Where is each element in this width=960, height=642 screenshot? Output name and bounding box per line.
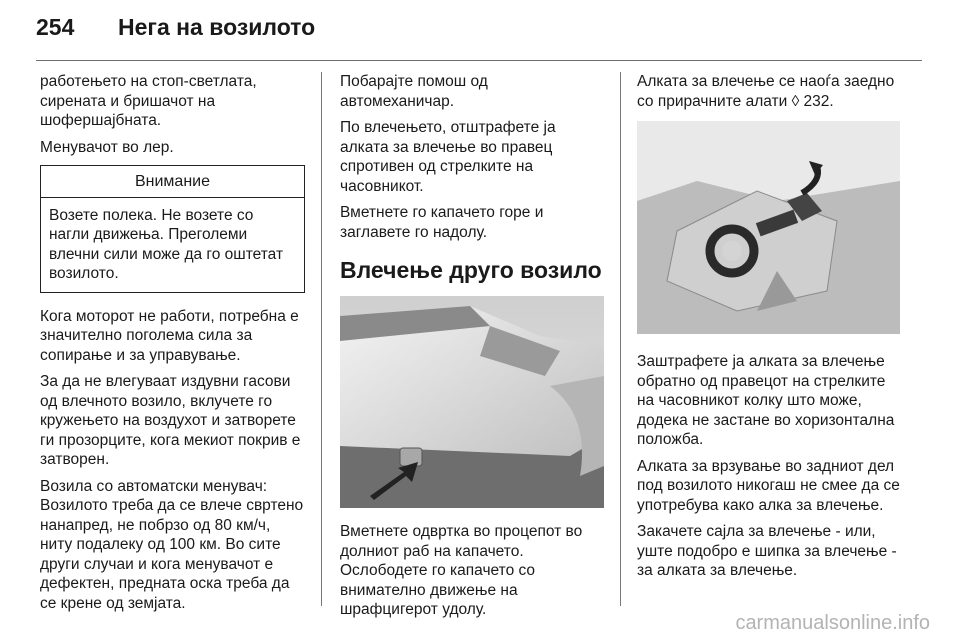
warning-body: Возете полека. Не возете со нагли движења. Преголеми влечни сили може да го оштетат возилото. — [49, 206, 284, 282]
page-number: 254 — [36, 14, 75, 40]
paragraph: Менувачот во лер. — [40, 138, 174, 156]
column-divider-2 — [620, 72, 621, 606]
watermark: carmanualsonline.info — [735, 612, 930, 634]
paragraph: Возила со автоматски менувач: Возилото треба да се влече свртено нанапред, не побрзо од 80 км/ч, ниту подалеку од 100 км. Во сите други случаи и кога менувачот е дефектен, предната оска треба да се крене од земјата. — [40, 477, 304, 612]
paragraph: работењето на стоп-светлата, сирената и бришачот на шофершајбната. — [40, 73, 257, 129]
paragraph: Алката за врзување во задниот дел под возилото никогаш не смее да се употребува како алка за влечење. — [637, 457, 900, 514]
rear-bumper-cover-illustration — [340, 296, 604, 508]
page-title: Нега на возилото — [118, 14, 316, 40]
paragraph: Вметнете го капачето горе и заглавете го надолу. — [340, 204, 544, 241]
column-1 — [40, 72, 305, 620]
warning-box — [40, 165, 305, 293]
paragraph: Алката за влечење се наоѓа заедно со прирачните алати ◊ 232. — [637, 73, 895, 110]
warning-title: Внимание — [41, 166, 304, 198]
paragraph: Побарајте помош од автомеханичар. — [340, 73, 488, 110]
section-heading: Влечење друго возило — [340, 257, 602, 283]
paragraph: Закачете сајла за влечење - или, уште подобро е шипка за влечење - за алката за влечење. — [637, 523, 897, 579]
paragraph: За да не влегуваат издувни гасови од влечното возило, вклучете го кружењето на воздухот и затворете ги прозорците, кога мекиот покрив е затворен. — [40, 373, 301, 468]
paragraph: Вметнете одвртка во процепот во долниот раб на капачето. Ослободете го капачето со внимателно движење на шрафцигерот удолу. — [340, 523, 583, 618]
column-divider-1 — [321, 72, 322, 606]
paragraph: Заштрафете ја алката за влечење обратно од правецот на стрелките на часовникот колку што може, додека не застане во хоризонтална положба. — [637, 353, 895, 448]
column-2 — [340, 72, 605, 627]
header-divider — [36, 60, 922, 61]
column-3 — [637, 72, 905, 588]
paragraph: Кога моторот не работи, потребна е значително поголема сила за сопирање и за управување. — [40, 307, 299, 364]
towing-eye-illustration — [637, 121, 900, 334]
paragraph: По влечењето, отштрафете ја алката за влечење во правец спротивен од стрелките на часовникот. — [340, 119, 556, 195]
